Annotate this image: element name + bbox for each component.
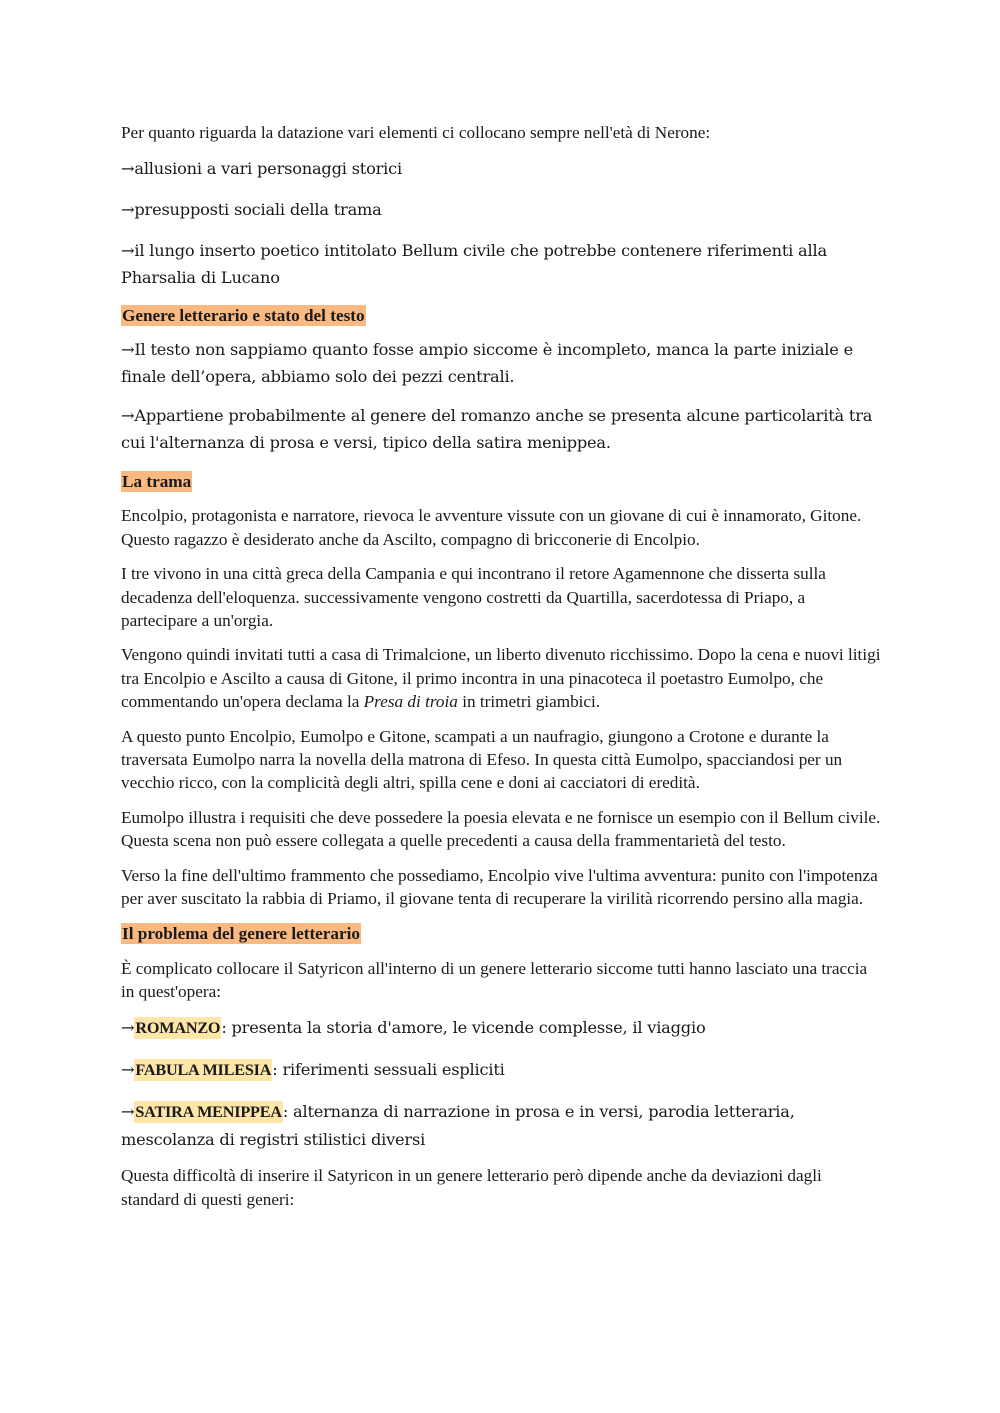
genre-item-satira-menippea: [121, 1098, 881, 1153]
section-heading-genere: [121, 304, 881, 327]
genre-item-romanzo: [121, 1014, 881, 1042]
genre-desc-fabula-milesia: : riferimenti sessuali espliciti: [272, 1060, 505, 1080]
intro-paragraph: Per quanto riguarda la datazione vari elementi ci collocano sempre nell'età di Nerone:: [121, 123, 711, 142]
genere-point-1: →Il testo non sappiamo quanto fosse ampio siccome è incompleto, manca la parte iniziale e finale dell’opera, abbiamo solo dei pezzi centrali.: [121, 340, 853, 387]
section-heading-genere-label: Genere letterario e stato del testo: [122, 306, 365, 326]
genre-term-fabula-milesia: FABULA MILESIA: [135, 1061, 272, 1080]
section-heading-trama-label: La trama: [122, 472, 192, 492]
arrow-glyph: →: [121, 1102, 135, 1122]
trama-paragraph-4: A questo punto Encolpio, Eumolpo e Gitone, scampati a un naufragio, giungono a Crotone e durante la traversata Eumolpo narra la novella della matrona di Efeso. In questa città Eumolpo, spacciandosi per un vecchio ricco, con la complicità degli altri, spilla cene e doni ai cacciatori di eredità.: [121, 726, 843, 793]
dating-point-1: →allusioni a vari personaggi storici: [121, 159, 402, 179]
trama-paragraph-3: [121, 643, 881, 713]
genre-term-satira-menippea: SATIRA MENIPPEA: [135, 1103, 282, 1122]
genre-item-fabula-milesia: [121, 1056, 881, 1084]
genre-desc-romanzo: : presenta la storia d'amore, le vicende complesse, il viaggio: [221, 1018, 706, 1038]
section-heading-problema: [121, 922, 881, 945]
arrow-glyph: →: [121, 1018, 135, 1038]
problema-intro: È complicato collocare il Satyricon all'interno di un genere letterario siccome tutti hanno lasciato una traccia in quest'opera:: [121, 958, 868, 1001]
trama-paragraph-1: Encolpio, protagonista e narratore, rievoca le avventure vissute con un giovane di cui è innamorato, Gitone. Questo ragazzo è desiderato anche da Ascilto, compagno di bricconerie di Encolpio.: [121, 506, 862, 549]
section-heading-trama: [121, 470, 881, 493]
genre-desc-satira-menippea: : alternanza di narrazione in prosa e in versi, parodia letteraria, mescolanza di registri stilistici diversi: [121, 1102, 795, 1150]
document-page: [121, 118, 881, 1211]
dating-point-2: →presupposti sociali della trama: [121, 200, 382, 220]
trama-paragraph-6: Verso la fine dell'ultimo frammento che possediamo, Encolpio vive l'ultima avventura: punito con l'impotenza per aver suscitato la rabbia di Priamo, il giovane tenta di recuperare la virilità ricorrendo persino alla magia.: [121, 865, 878, 909]
problema-outro: Questa difficoltà di inserire il Satyricon in un genere letterario però dipende anche da deviazioni dagli standard di questi generi:: [121, 1166, 822, 1209]
dating-point-3: →il lungo inserto poetico intitolato Bellum civile che potrebbe contenere riferimenti alla Pharsalia di Lucano: [121, 241, 827, 288]
work-title-presa-di-troia: Presa di troia: [363, 692, 458, 712]
genre-term-romanzo: ROMANZO: [135, 1019, 221, 1038]
trama-paragraph-3-text-b: in trimetri giambici.: [457, 692, 601, 712]
trama-paragraph-2: I tre vivono in una città greca della Campania e qui incontrano il retore Agamennone che disserta sulla decadenza dell'eloquenza. successivamente vengono costretti da Quartilla, sacerdotessa di Priapo, a partecipare a un'orgia.: [121, 564, 826, 631]
trama-paragraph-5: Eumolpo illustra i requisiti che deve possedere la poesia elevata e ne fornisce un esempio con il Bellum civile. Questa scena non può essere collegata a quelle precedenti a causa della frammentarietà del testo.: [121, 807, 881, 851]
section-heading-problema-label: Il problema del genere letterario: [122, 923, 361, 943]
arrow-glyph: →: [121, 1060, 135, 1080]
genere-point-2: →Appartiene probabilmente al genere del romanzo anche se presenta alcune particolarità tra cui l'alternanza di prosa e versi, tipico della satira menippea.: [121, 406, 873, 453]
trama-paragraph-3-text-a: Vengono quindi invitati tutti a casa di Trimalcione, un liberto divenuto ricchissimo. Dopo la cena e nuovi litigi tra Encolpio e Ascilto a causa di Gitone, il primo incontra in una pinacoteca il poetastro Eumolpo, che commentando un'opera declama la: [121, 645, 881, 712]
